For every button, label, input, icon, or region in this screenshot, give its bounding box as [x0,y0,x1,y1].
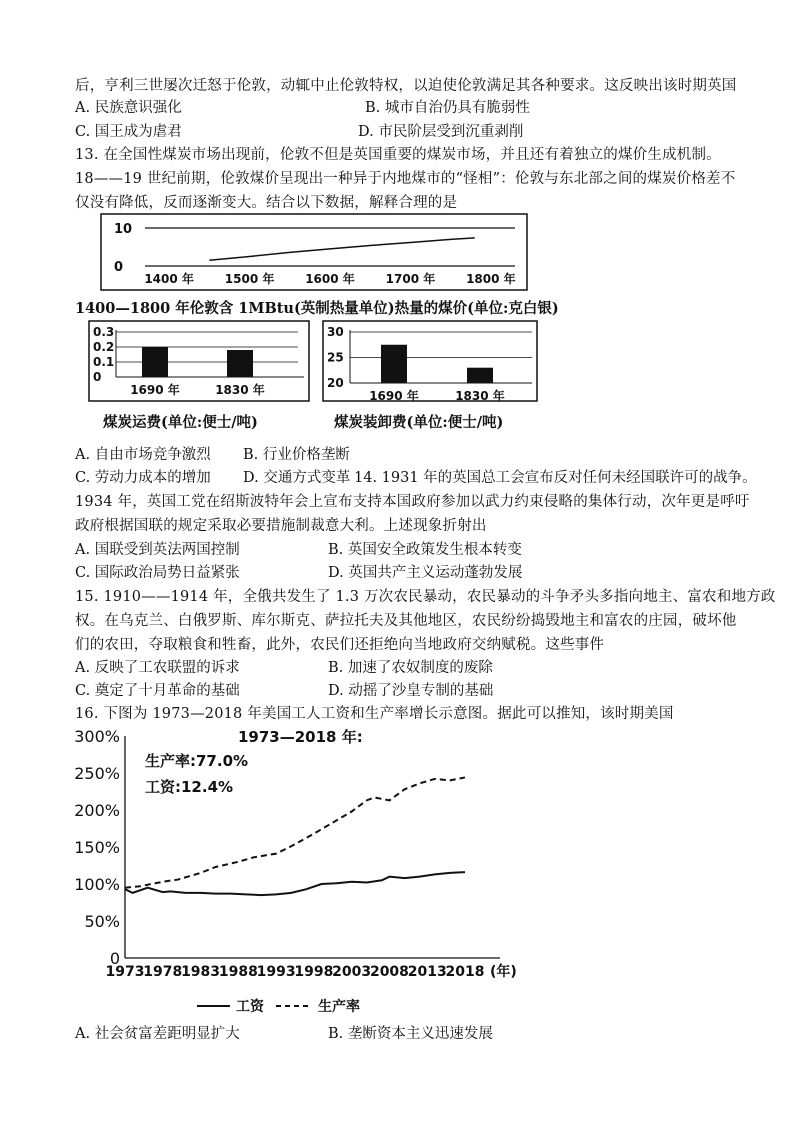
y-tick-label: 10 [114,222,133,237]
coal-price-line [209,238,474,260]
q16-stem: 16. 下图为 1973—2018 年美国工人工资和生产率增长示意图。据此可以推知，该时期美国 [75,706,674,722]
x-tick-label: 1700 年 [385,272,436,286]
x-tick-label: 2013 [407,964,447,980]
x-tick-label: 1800 年 [466,272,516,286]
q16-option-a[interactable]: A. 社会贫富差距明显扩大 [75,1026,240,1042]
y-tick-label: 20 [327,376,344,390]
q16-option-b[interactable]: B. 垄断资本主义迅速发展 [328,1026,493,1042]
x-tick-label: 1830 年 [455,389,505,402]
x-tick-label: 1690 年 [130,383,180,397]
annotation-productivity: 生产率:77.0% [145,752,249,770]
y-tick-label: 0 [93,370,102,384]
annotation-wage: 工资:12.4% [145,778,234,796]
x-tick-label: 1993 [256,964,296,980]
q12-option-b[interactable]: B. 城市自治仍具有脆弱性 [365,100,530,116]
x-tick-label: 1978 [143,964,183,980]
q13-option-c[interactable]: C. 劳动力成本的增加 [75,470,211,486]
x-axis-unit: (年) [490,964,517,980]
x-tick-label: 2008 [369,964,409,980]
q12-option-a[interactable]: A. 民族意识强化 [75,100,182,116]
x-tick-label: 2003 [332,964,372,980]
x-tick-label: 1690 年 [369,389,419,402]
y-tick-label: 0.1 [93,355,115,369]
x-tick-label: 1998 [294,964,334,980]
y-tick-label: 0 [109,949,120,968]
chart-legend [197,998,360,1015]
q12-option-c[interactable]: C. 国王成为虐君 [75,124,182,140]
handling-cost-chart-title: 煤炭装卸费(单位:便士/吨) [334,414,504,431]
y-tick-label: 200% [74,801,120,820]
q13-stem-line-2: 18——19 世纪前期，伦敦煤价呈现出一种异于内地煤市的“怪相”：伦敦与东北部之间的煤炭价格差不 [75,171,736,187]
handling-cost-chart [322,320,538,402]
wage-series-line [125,872,465,895]
y-tick-label: 150% [74,838,120,857]
y-tick-label: 0 [114,260,124,275]
q15-stem-line-2: 权。在乌克兰、白俄罗斯、库尔斯克、萨拉托夫及其他地区，农民纷纷捣毁地主和富农的庄园，破坏他 [75,613,737,629]
q13-option-b[interactable]: B. 行业价格垄断 [243,447,350,463]
q14-stem-line-3: 政府根据国联的规定采取必要措施制裁意大利。上述现象折射出 [75,518,487,534]
coal-price-chart-title: 1400—1800 年伦敦含 1MBtu(英制热量单位)热量的煤价(单位:克白银) [75,300,559,317]
x-tick-label: 1600 年 [305,272,355,286]
q15-option-a[interactable]: A. 反映了工农联盟的诉求 [75,660,240,676]
q15-option-d[interactable]: D. 动摇了沙皇专制的基础 [328,683,494,699]
q15-option-b[interactable]: B. 加速了农奴制度的废除 [328,660,493,676]
y-tick-label: 100% [74,875,120,894]
x-tick-label: 1400 年 [144,272,194,286]
x-tick-label: 1830 年 [215,383,265,397]
y-tick-label: 250% [74,764,120,783]
q13-stem-line-1: 13. 在全国性煤炭市场出现前，伦敦不但是英国重要的煤炭市场，并且还有着独立的煤价生成机制。 [75,147,721,163]
x-tick-label: 1983 [181,964,221,980]
legend-productivity: 生产率 [318,999,360,1015]
y-tick-label: 25 [327,350,344,365]
bar [467,368,493,383]
x-tick-label: 1500 年 [224,272,275,286]
y-tick-label: 0.3 [93,325,115,339]
bar [227,350,253,377]
annotation-period: 1973—2018 年: [238,728,363,746]
freight-cost-chart [88,320,310,402]
coal-price-chart [100,213,528,291]
q12-option-d[interactable]: D. 市民阶层受到沉重剥削 [358,124,524,140]
q13-option-a[interactable]: A. 自由市场竞争激烈 [75,447,211,463]
y-tick-label: 300% [74,727,120,746]
q15-option-c[interactable]: C. 奠定了十月革命的基础 [75,683,240,699]
bar [142,347,168,377]
q14-option-a[interactable]: A. 国联受到英法两国控制 [75,542,240,558]
wage-productivity-chart [70,722,540,1022]
x-tick-label: 1973 [105,964,145,980]
q15-stem-line-1: 15. 1910——1914 年，全俄共发生了 1.3 万次农民暴动，农民暴动的斗争矛头多指向地主、富农和地方政 [75,589,776,605]
x-tick-label: 2018 [445,964,485,980]
q14-option-d[interactable]: D. 英国共产主义运动蓬勃发展 [328,565,523,581]
freight-cost-chart-title: 煤炭运费(单位:便士/吨) [103,414,258,431]
q13-option-d[interactable]: D. 交通方式变革 [243,470,351,486]
q14-stem-line-2: 1934 年，英国工党在绍斯波特年会上宣布支持本国政府参加以武力约束侵略的集体行动，次年更是呼吁 [75,494,750,510]
q14-option-c[interactable]: C. 国际政治局势日益紧张 [75,565,240,581]
legend-wage: 工资 [236,999,264,1015]
q12-stem-tail: 后，亨利三世屡次迁怒于伦敦，动辄中止伦敦特权，以迫使伦敦满足其各种要求。这反映出该时期英国 [75,78,737,94]
y-tick-label: 50% [84,912,120,931]
q15-stem-line-3: 们的农田，夺取粮食和牲畜，此外，农民们还拒绝向当地政府交纳赋税。这些事件 [75,637,605,653]
bar [381,345,407,383]
q13-stem-line-3: 仅没有降低，反而逐渐变大。结合以下数据，解释合理的是 [75,195,458,211]
x-tick-label: 1988 [218,964,258,980]
q14-stem-line-1: 14. 1931 年的英国总工会宣布反对任何未经国联许可的战争。 [354,470,757,486]
y-tick-label: 30 [327,325,344,339]
y-tick-label: 0.2 [93,340,115,354]
q14-option-b[interactable]: B. 英国安全政策发生根本转变 [328,542,522,558]
